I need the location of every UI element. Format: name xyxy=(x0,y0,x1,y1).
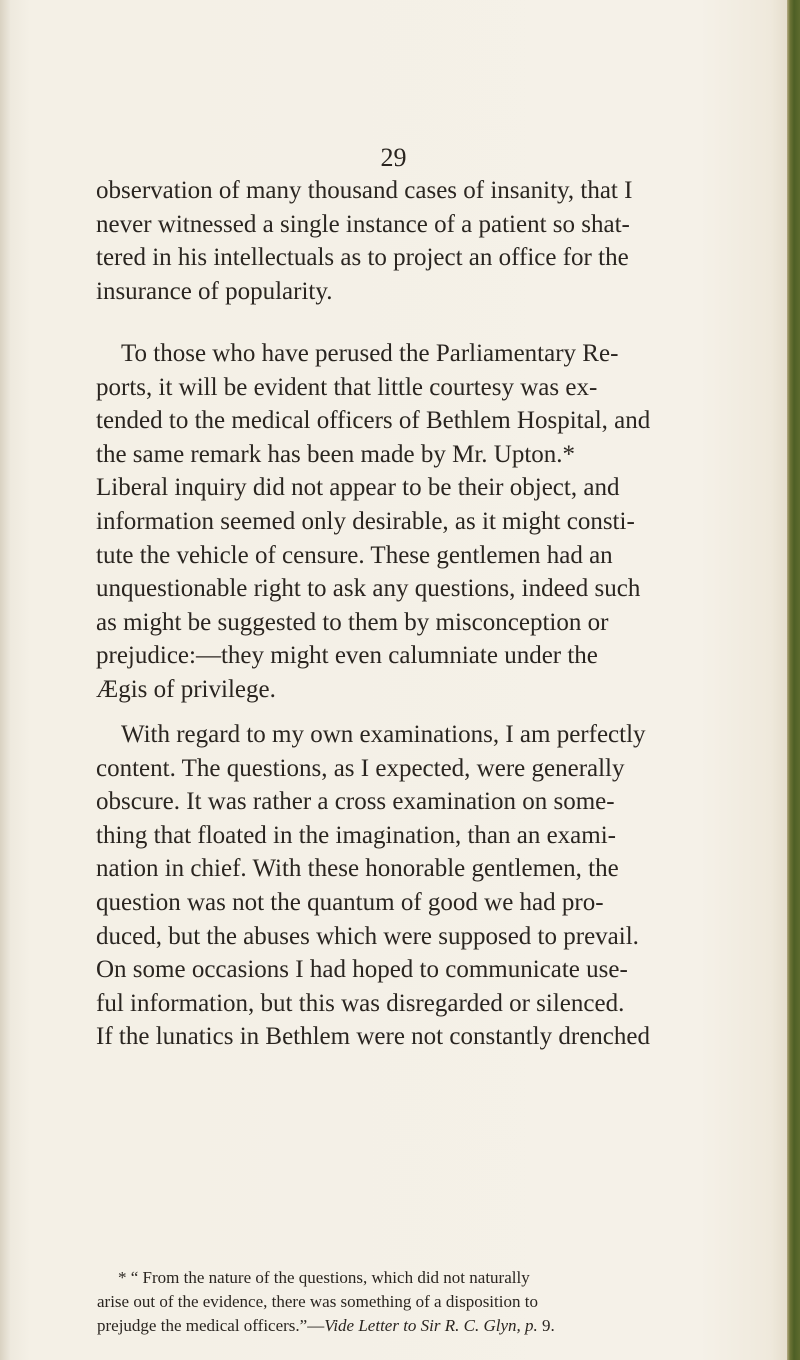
paragraph-1 xyxy=(96,174,666,308)
text-line: ful information, but this was disregarded or silenced. xyxy=(96,989,625,1017)
text-line: as might be suggested to them by misconception or xyxy=(96,608,609,636)
text-line: prejudice:—they might even calumniate under the xyxy=(96,642,598,670)
footnote-citation: Vide Letter to Sir R. C. Glyn, p. xyxy=(324,1316,538,1335)
paragraph-2 xyxy=(96,337,666,707)
text-line: With regard to my own examinations, I am perfectly xyxy=(121,721,646,748)
text-line: question was not the quantum of good we had pro- xyxy=(96,888,604,916)
page-number: 29 xyxy=(380,143,407,172)
paragraph-3 xyxy=(96,718,666,1054)
text-line: Liberal inquiry did not appear to be their object, and xyxy=(96,474,620,502)
text-line: obscure. It was rather a cross examination on some- xyxy=(96,788,615,816)
text-line: On some occasions I had hoped to communicate use- xyxy=(96,956,628,984)
footnote-text: 9. xyxy=(537,1316,555,1335)
footnote-line: * “ From the nature of the questions, which did not naturally xyxy=(118,1268,530,1287)
text-line: tended to the medical officers of Bethlem Hospital, and xyxy=(96,407,651,435)
footnote-line xyxy=(97,1314,667,1338)
text-line: ports, it will be evident that little courtesy was ex- xyxy=(96,373,598,401)
page-right-edge xyxy=(787,0,800,1360)
text-line: thing that floated in the imagination, than an exami- xyxy=(96,821,616,849)
page-left-edge xyxy=(0,0,10,1360)
text-line: duced, but the abuses which were supposed to prevail. xyxy=(96,922,639,950)
footnote-text: prejudge the medical officers.”— xyxy=(97,1316,325,1335)
text-line: To those who have perused the Parliamentary Re- xyxy=(121,340,619,367)
text-line: nation in chief. With these honorable gentlemen, the xyxy=(96,855,619,883)
text-line: observation of many thousand cases of insanity, that I xyxy=(96,177,633,204)
text-line: information seemed only desirable, as it might consti- xyxy=(96,507,635,535)
text-line: tered in his intellectuals as to project an office for the xyxy=(96,244,629,272)
text-line: unquestionable right to ask any questions, indeed such xyxy=(96,575,641,603)
footnote-line: arise out of the evidence, there was something of a disposition to xyxy=(97,1292,538,1311)
text-line: content. The questions, as I expected, were generally xyxy=(96,754,625,782)
text-line: tute the vehicle of censure. These gentlemen had an xyxy=(96,541,613,569)
text-line: Ægis of privilege. xyxy=(96,675,276,703)
footnote xyxy=(97,1266,667,1338)
text-line: insurance of popularity. xyxy=(96,277,333,305)
text-line: If the lunatics in Bethlem were not constantly drenched xyxy=(96,1023,650,1051)
text-line: the same remark has been made by Mr. Upton.* xyxy=(96,440,576,468)
text-line: never witnessed a single instance of a patient so shat- xyxy=(96,210,630,238)
